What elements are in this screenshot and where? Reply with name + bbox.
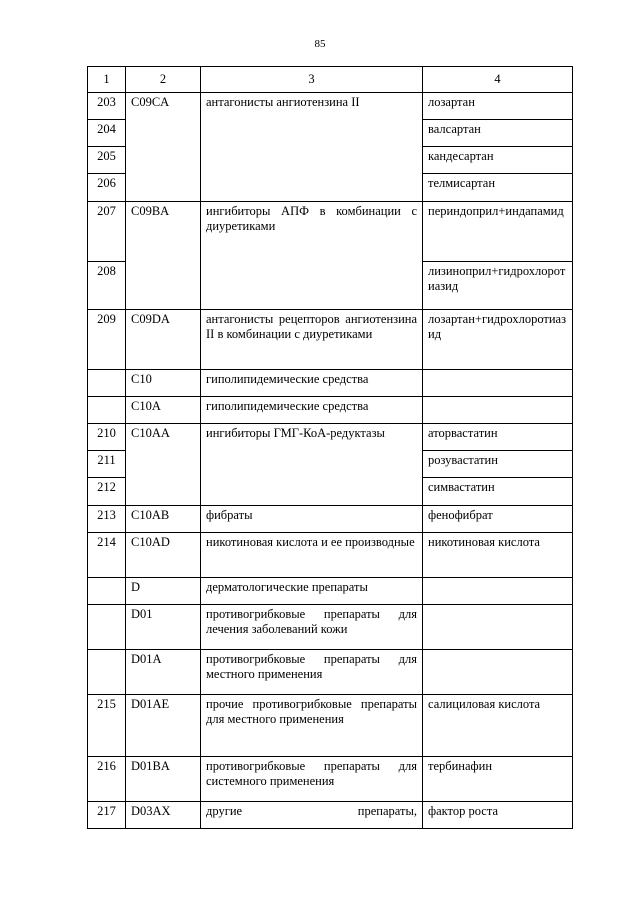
group-name: антагонисты рецепторов ангиотензина II в комбинации с диуретиками [201, 310, 423, 370]
drug-name: фенофибрат [423, 506, 573, 533]
table-row [88, 695, 573, 757]
table-row [88, 802, 573, 829]
group-name: ингибиторы АПФ в комбинации с диуретиками [201, 202, 423, 310]
table-row [88, 370, 573, 397]
atc-code: D01AE [126, 695, 201, 757]
table-row [88, 424, 573, 451]
table-row [88, 397, 573, 424]
atc-code: D01A [126, 650, 201, 695]
drug-name [423, 397, 573, 424]
group-name: антагонисты ангиотензина II [201, 93, 423, 202]
row-number [88, 578, 126, 605]
row-number: 216 [88, 757, 126, 802]
row-number: 204 [88, 120, 126, 147]
drug-table [87, 66, 573, 829]
table-header-row [88, 67, 573, 93]
drug-name: периндоприл+индапамид [423, 202, 573, 262]
drug-name [423, 578, 573, 605]
atc-code: C10AD [126, 533, 201, 578]
row-number: 206 [88, 174, 126, 202]
atc-code: C09BA [126, 202, 201, 310]
drug-name: симвастатин [423, 478, 573, 506]
table-row [88, 578, 573, 605]
atc-code: C09CA [126, 93, 201, 202]
group-name: фибраты [201, 506, 423, 533]
drug-name: лизиноприл+гидрохлоротиазид [423, 262, 573, 310]
group-name: противогрибковые препараты для лечения заболеваний кожи [201, 605, 423, 650]
header-col-2: 2 [126, 67, 201, 93]
row-number [88, 370, 126, 397]
row-number: 214 [88, 533, 126, 578]
drug-name: аторвастатин [423, 424, 573, 451]
atc-code: D03AX [126, 802, 201, 829]
atc-code: C10AB [126, 506, 201, 533]
atc-code: D [126, 578, 201, 605]
table-row [88, 506, 573, 533]
table-row [88, 757, 573, 802]
group-name: дерматологические препараты [201, 578, 423, 605]
row-number [88, 397, 126, 424]
atc-code: C10A [126, 397, 201, 424]
drug-name [423, 650, 573, 695]
atc-code: C10 [126, 370, 201, 397]
row-number [88, 650, 126, 695]
group-name: противогрибковые препараты для местного применения [201, 650, 423, 695]
atc-code: D01 [126, 605, 201, 650]
group-name: никотиновая кислота и ее производные [201, 533, 423, 578]
row-number: 211 [88, 451, 126, 478]
group-name: гиполипидемические средства [201, 370, 423, 397]
table-row [88, 93, 573, 120]
drug-name: валсартан [423, 120, 573, 147]
drug-name: никотиновая кислота [423, 533, 573, 578]
drug-name: фактор роста [423, 802, 573, 829]
group-name: противогрибковые препараты для системного применения [201, 757, 423, 802]
table-row [88, 650, 573, 695]
atc-code: C10AA [126, 424, 201, 506]
row-number: 203 [88, 93, 126, 120]
page-number: 85 [314, 38, 326, 50]
row-number: 213 [88, 506, 126, 533]
drug-name: лозартан+гидрохлоротиазид [423, 310, 573, 370]
row-number: 209 [88, 310, 126, 370]
drug-name: салициловая кислота [423, 695, 573, 757]
row-number: 205 [88, 147, 126, 174]
row-number: 210 [88, 424, 126, 451]
drug-name: кандесартан [423, 147, 573, 174]
row-number: 215 [88, 695, 126, 757]
row-number: 212 [88, 478, 126, 506]
header-col-4: 4 [423, 67, 573, 93]
header-col-1: 1 [88, 67, 126, 93]
table-row [88, 533, 573, 578]
group-name: прочие противогрибковые препараты для местного применения [201, 695, 423, 757]
group-name-text: ингибиторы ГМГ-КоА-редуктазы [206, 426, 385, 440]
group-name [201, 424, 423, 506]
drug-name [423, 605, 573, 650]
table-row [88, 310, 573, 370]
drug-name: телмисартан [423, 174, 573, 202]
row-number: 207 [88, 202, 126, 262]
atc-code: C09DA [126, 310, 201, 370]
row-number: 217 [88, 802, 126, 829]
drug-name: лозартан [423, 93, 573, 120]
table-row [88, 202, 573, 262]
drug-name: тербинафин [423, 757, 573, 802]
group-name: гиполипидемические средства [201, 397, 423, 424]
drug-name: розувастатин [423, 451, 573, 478]
group-name: другие препараты, [201, 802, 423, 829]
row-number: 208 [88, 262, 126, 310]
atc-code: D01BA [126, 757, 201, 802]
table-row [88, 605, 573, 650]
header-col-3: 3 [201, 67, 423, 93]
row-number [88, 605, 126, 650]
drug-name [423, 370, 573, 397]
